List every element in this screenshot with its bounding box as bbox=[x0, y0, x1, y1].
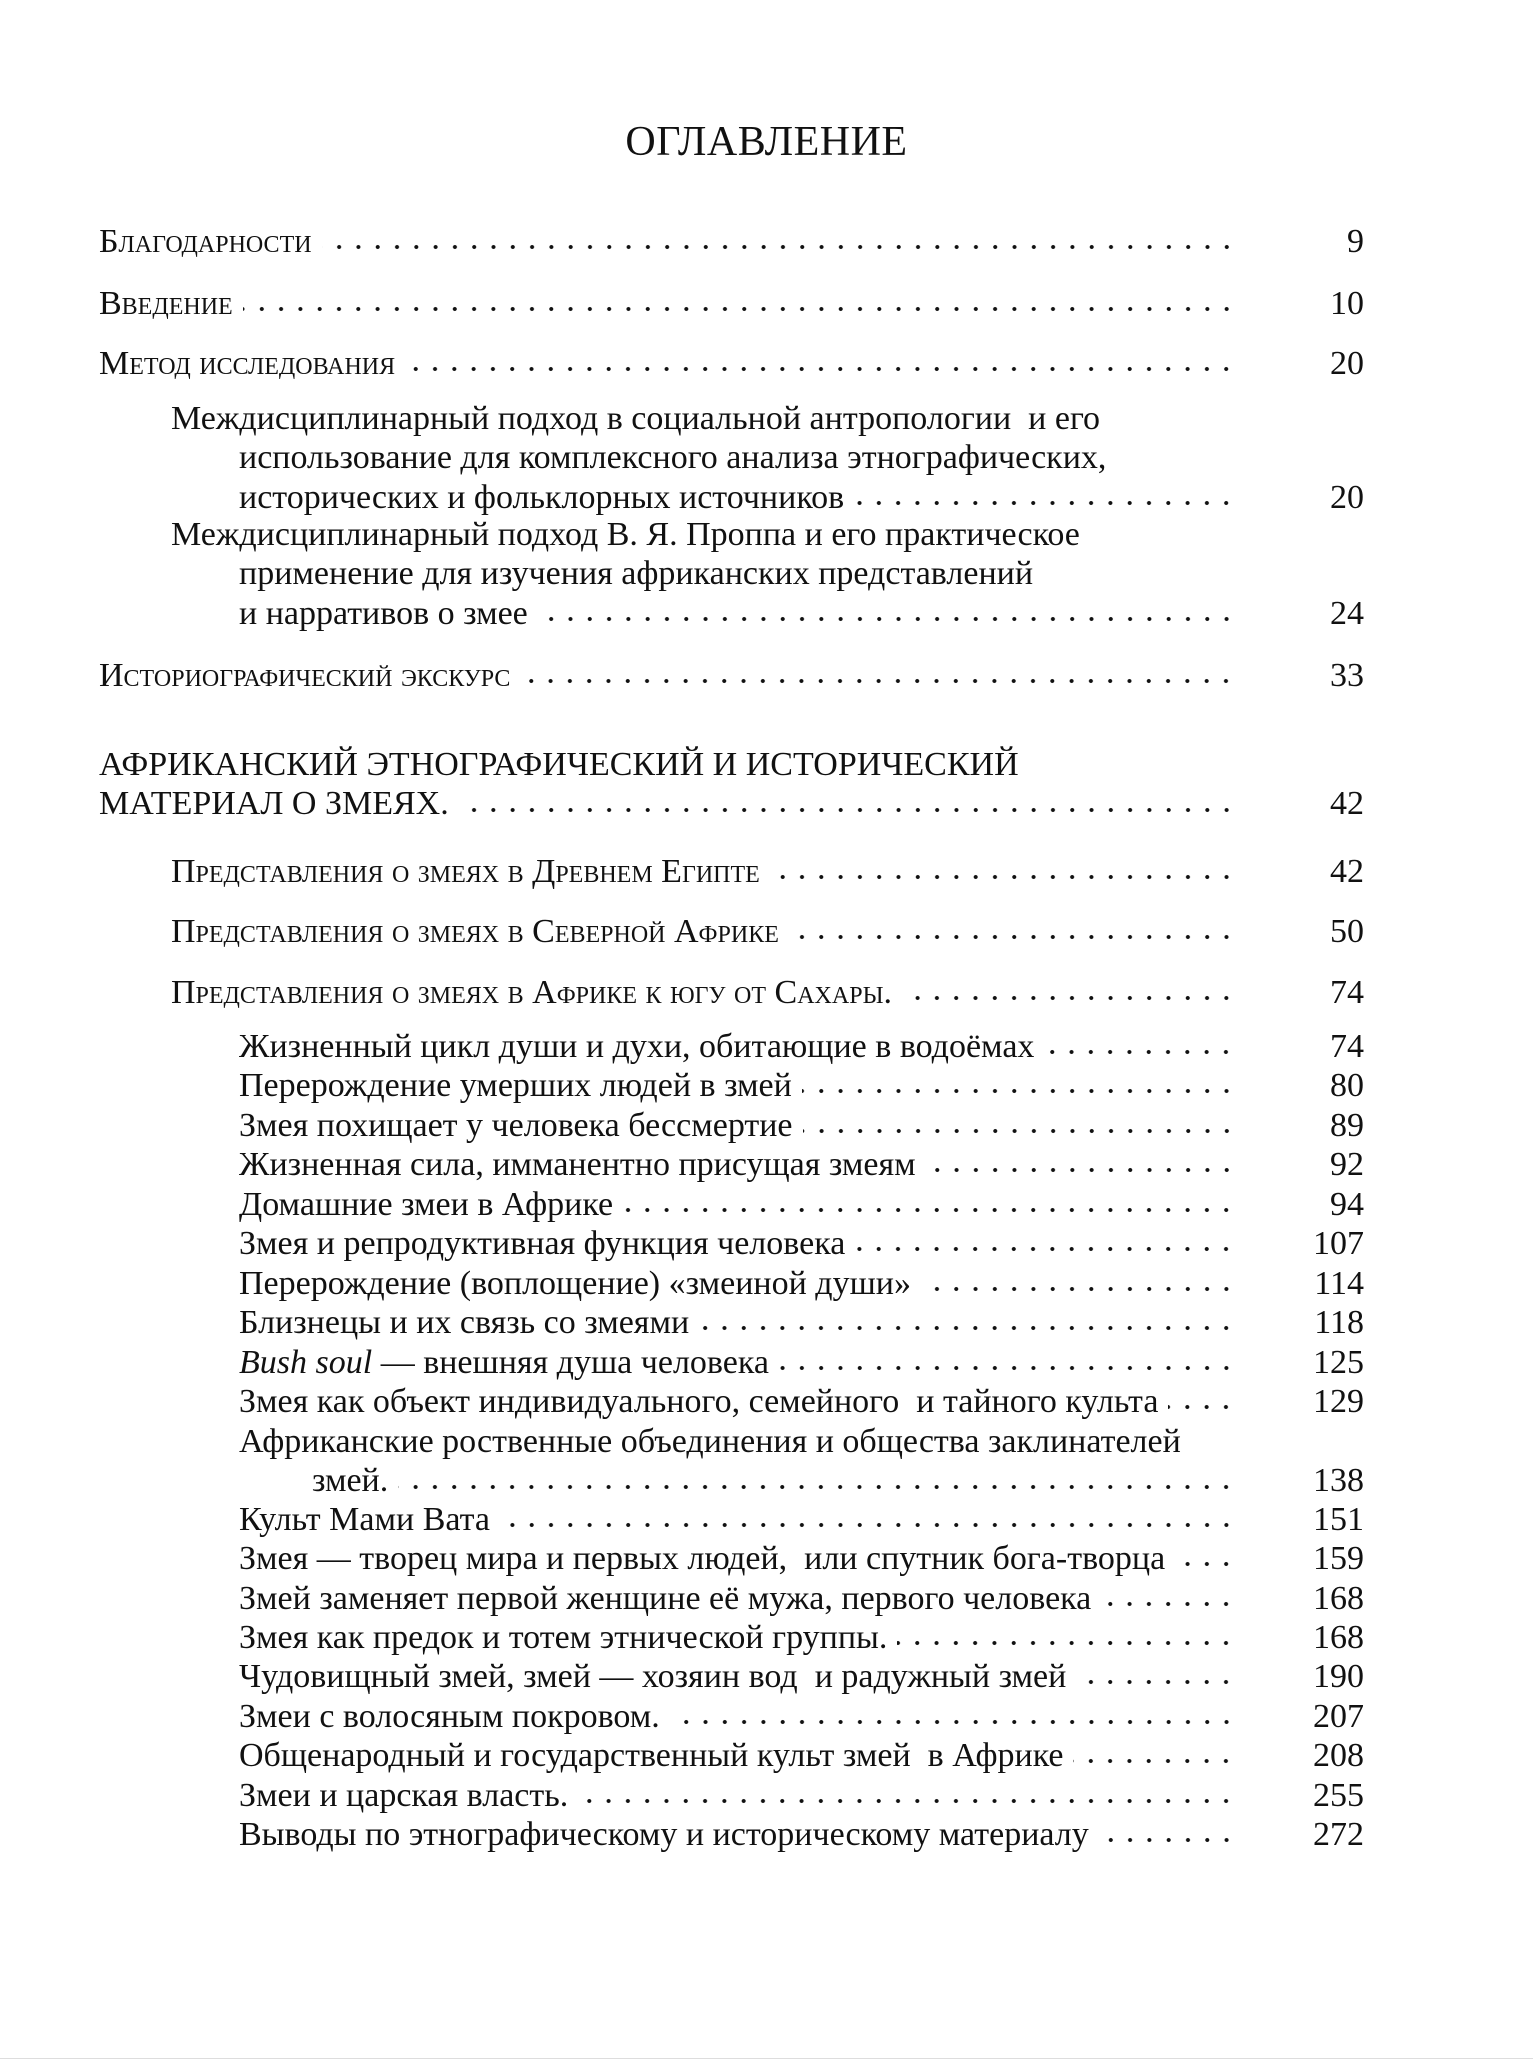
dot-leader bbox=[803, 1126, 1236, 1136]
page-number: 50 bbox=[1330, 913, 1364, 950]
toc-entry-title: Метод исследования bbox=[99, 345, 396, 382]
toc-entry[interactable] bbox=[239, 1618, 1364, 1657]
page-number: 190 bbox=[1313, 1658, 1364, 1695]
toc-entry[interactable] bbox=[239, 1382, 1364, 1421]
page-number: 20 bbox=[1330, 345, 1364, 382]
dot-leader bbox=[500, 1520, 1236, 1530]
toc-entry-title: Змея и репродуктивная функция человека bbox=[239, 1225, 846, 1262]
toc-entry[interactable] bbox=[239, 1027, 1364, 1066]
toc-entry-title: Змея — творец мира и первых людей, или спутник бога-творца bbox=[239, 1540, 1166, 1577]
toc-entry-italic: Bush soul bbox=[239, 1344, 373, 1381]
page-number: 114 bbox=[1314, 1265, 1364, 1302]
page-number: 272 bbox=[1313, 1816, 1364, 1853]
toc-entry[interactable] bbox=[239, 1500, 1364, 1539]
toc-entry[interactable] bbox=[239, 1815, 1364, 1854]
dot-leader bbox=[1044, 1047, 1236, 1057]
page-number: 168 bbox=[1313, 1619, 1364, 1656]
dot-leader bbox=[802, 1086, 1236, 1096]
page-number: 138 bbox=[1313, 1462, 1364, 1500]
toc-entry[interactable] bbox=[171, 852, 1364, 891]
dot-leader bbox=[405, 364, 1236, 374]
page-number: 74 bbox=[1330, 974, 1364, 1011]
toc-entry[interactable] bbox=[99, 284, 1364, 323]
page-number: 42 bbox=[1330, 785, 1364, 823]
toc-entry[interactable] bbox=[171, 912, 1364, 951]
toc-entry[interactable] bbox=[99, 745, 1364, 824]
dot-leader bbox=[854, 498, 1236, 508]
page-number: 20 bbox=[1330, 478, 1364, 516]
page-number: 207 bbox=[1313, 1698, 1364, 1735]
dot-leader bbox=[1175, 1559, 1236, 1569]
toc-entry[interactable] bbox=[239, 1264, 1364, 1303]
dot-leader bbox=[670, 1717, 1236, 1727]
toc-entry[interactable] bbox=[239, 1066, 1364, 1105]
dot-leader bbox=[1076, 1677, 1236, 1687]
toc-entry-title: МАТЕРИАЛ О ЗМЕЯХ. bbox=[99, 785, 449, 823]
dot-leader bbox=[1168, 1402, 1236, 1412]
toc-entry-title: Перерождение умерших людей в змей bbox=[239, 1067, 792, 1104]
page-number: 92 bbox=[1330, 1146, 1364, 1183]
toc-entry[interactable] bbox=[171, 515, 1364, 633]
toc-entry[interactable] bbox=[239, 1657, 1364, 1696]
page-edge-divider bbox=[0, 2058, 1533, 2059]
toc-entry[interactable] bbox=[239, 1422, 1364, 1501]
toc-entry-title: Культ Мами Вата bbox=[239, 1501, 490, 1538]
toc-entry[interactable] bbox=[171, 973, 1364, 1012]
dot-leader bbox=[398, 1482, 1236, 1492]
toc-entry[interactable] bbox=[239, 1736, 1364, 1775]
toc-entry[interactable] bbox=[171, 399, 1364, 517]
page-number: 208 bbox=[1313, 1737, 1364, 1774]
toc-entry-title: Близнецы и их связь со змеями bbox=[239, 1304, 690, 1341]
page-number: 89 bbox=[1330, 1107, 1364, 1144]
dot-leader bbox=[779, 1363, 1236, 1373]
toc-entry[interactable] bbox=[99, 222, 1364, 261]
dot-leader bbox=[243, 304, 1236, 314]
toc-entry[interactable] bbox=[239, 1343, 1364, 1382]
toc-entry-title: Благодарности bbox=[99, 223, 312, 260]
toc-entry-title: Змеи с волосяным покровом. bbox=[239, 1698, 660, 1735]
page-number: 129 bbox=[1313, 1383, 1364, 1420]
dot-leader bbox=[1099, 1835, 1236, 1845]
toc-entry[interactable] bbox=[239, 1106, 1364, 1145]
toc-entry-title: Представления о змеях в Африке к югу от Сахары. bbox=[171, 974, 892, 1011]
toc-entry-title: Жизненный цикл души и духи, обитающие в водоёмах bbox=[239, 1028, 1035, 1065]
dot-leader bbox=[623, 1205, 1236, 1215]
toc-entry[interactable] bbox=[239, 1579, 1364, 1618]
page-number: 151 bbox=[1313, 1501, 1364, 1538]
dot-leader bbox=[578, 1796, 1236, 1806]
toc-entry-title: Змея похищает у человека бессмертие bbox=[239, 1107, 793, 1144]
toc-entry-title: использование для комплексного анализа этнографических, bbox=[239, 439, 1107, 477]
toc-entry-title: — внешняя душа человека bbox=[372, 1344, 769, 1381]
toc-entry[interactable] bbox=[99, 656, 1364, 695]
toc-entry-title: Представления о змеях в Северной Африке bbox=[171, 913, 779, 950]
toc-entry-title: Междисциплинарный подход в социальной антропологии и его bbox=[171, 400, 1101, 437]
toc-entry-title: Змеи и царская власть. bbox=[239, 1777, 569, 1814]
toc-entry[interactable] bbox=[239, 1224, 1364, 1263]
dot-leader bbox=[926, 1165, 1236, 1175]
page-number: 9 bbox=[1347, 223, 1364, 260]
toc-entry-title: Общенародный и государственный культ змей в Африке bbox=[239, 1737, 1064, 1774]
toc-entry-title: Выводы по этнографическому и историческому материалу bbox=[239, 1816, 1089, 1853]
page-number: 107 bbox=[1313, 1225, 1364, 1262]
toc-entry-title: Представления о змеях в Древнем Египте bbox=[171, 853, 760, 890]
page-number: 168 bbox=[1313, 1580, 1364, 1617]
dot-leader bbox=[855, 1244, 1236, 1254]
toc-entry[interactable] bbox=[239, 1303, 1364, 1342]
page-number: 159 bbox=[1313, 1540, 1364, 1577]
page-number: 10 bbox=[1330, 285, 1364, 322]
page-number: 118 bbox=[1314, 1304, 1364, 1341]
toc-entry-title: Введение bbox=[99, 285, 233, 322]
toc-entry[interactable] bbox=[239, 1776, 1364, 1815]
toc-entry-title: Змея как предок и тотем этнической группы. bbox=[239, 1619, 888, 1656]
page-title: ОГЛАВЛЕНИЕ bbox=[625, 119, 908, 165]
page-number: 255 bbox=[1313, 1777, 1364, 1814]
dot-leader bbox=[897, 1638, 1236, 1648]
page-number: 94 bbox=[1330, 1186, 1364, 1223]
dot-leader bbox=[459, 805, 1236, 815]
page-number: 42 bbox=[1330, 853, 1364, 890]
dot-leader bbox=[1073, 1756, 1236, 1766]
page-number: 33 bbox=[1330, 657, 1364, 694]
toc-entry-title: применение для изучения африканских представлений bbox=[239, 555, 1034, 593]
dot-leader bbox=[520, 676, 1236, 686]
dot-leader bbox=[789, 932, 1236, 942]
toc-entry-title: Историографический экскурс bbox=[99, 657, 511, 694]
dot-leader bbox=[1101, 1599, 1236, 1609]
toc-entry[interactable] bbox=[239, 1185, 1364, 1224]
dot-leader bbox=[770, 872, 1236, 882]
dot-leader bbox=[538, 614, 1236, 624]
toc-entry-title: Африканские роственные объединения и общества заклинателей bbox=[239, 1423, 1181, 1460]
toc-entry-title: АФРИКАНСКИЙ ЭТНОГРАФИЧЕСКИЙ И ИСТОРИЧЕСКИЙ bbox=[99, 746, 1019, 783]
page-number: 24 bbox=[1330, 594, 1364, 632]
dot-leader bbox=[921, 1284, 1236, 1294]
toc-entry-title: Змей заменяет первой женщине её мужа, первого человека bbox=[239, 1580, 1092, 1617]
toc-entry-title: и нарративов о змее bbox=[239, 594, 528, 632]
toc-entry-title: Перерождение (воплощение) «змеиной души» bbox=[239, 1265, 911, 1302]
toc-entry-title: Чудовищный змей, змей — хозяин вод и радужный змей bbox=[239, 1658, 1067, 1695]
toc-entry-title: Змея как объект индивидуального, семейного и тайного культа bbox=[239, 1383, 1159, 1420]
toc-entry-title: Домашние змеи в Африке bbox=[239, 1186, 614, 1223]
dot-leader bbox=[902, 993, 1236, 1003]
toc-entry[interactable] bbox=[99, 344, 1364, 383]
page-number: 125 bbox=[1313, 1344, 1364, 1381]
toc-entry-title: Междисциплинарный подход В. Я. Проппа и его практическое bbox=[171, 516, 1080, 553]
page-number: 80 bbox=[1330, 1067, 1364, 1104]
toc-entry-title: исторических и фольклорных источников bbox=[239, 478, 845, 516]
dot-leader bbox=[699, 1323, 1236, 1333]
toc-entry-title: Жизненная сила, имманентно присущая змеям bbox=[239, 1146, 916, 1183]
dot-leader bbox=[322, 242, 1236, 252]
toc-entry-title: змей. bbox=[312, 1462, 389, 1500]
toc-entry[interactable] bbox=[239, 1145, 1364, 1184]
toc-entry[interactable] bbox=[239, 1539, 1364, 1578]
page-number: 74 bbox=[1330, 1028, 1364, 1065]
toc-entry[interactable] bbox=[239, 1697, 1364, 1736]
